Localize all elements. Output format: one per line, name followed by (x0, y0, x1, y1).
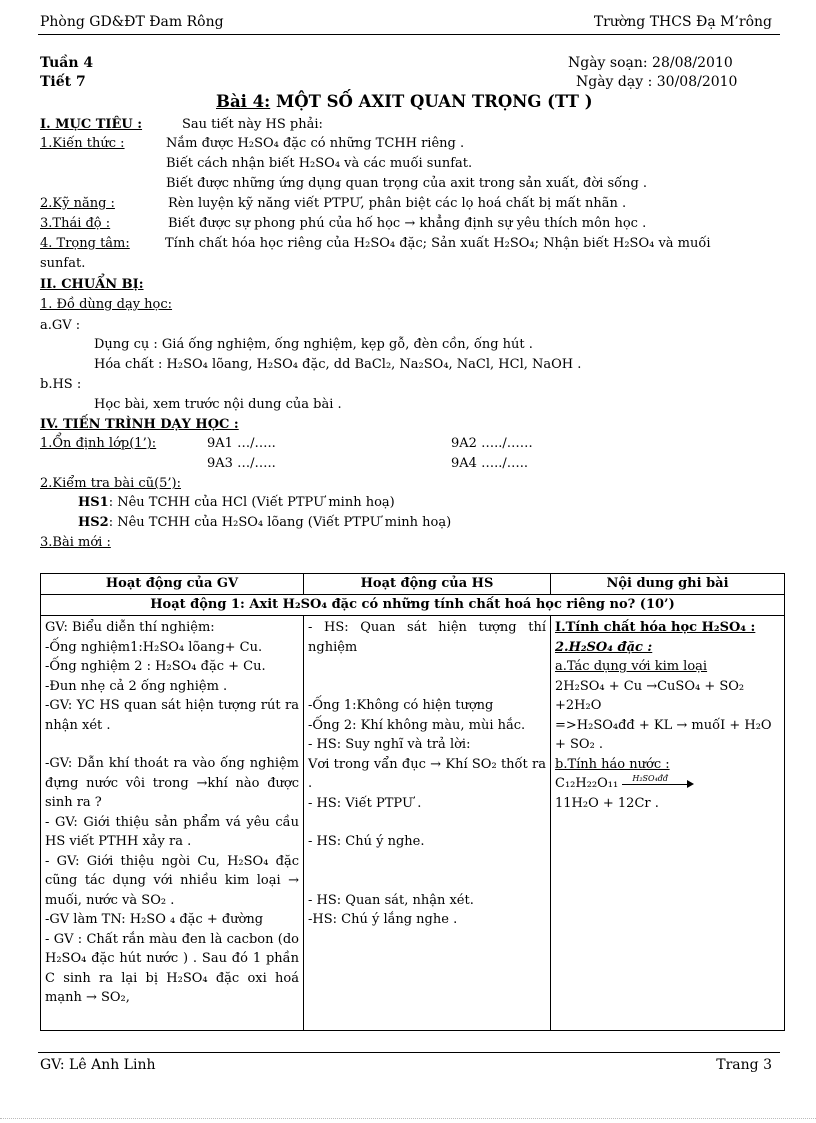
footer-teacher: GV: Lê Anh Linh (40, 1057, 156, 1073)
hs-line: - HS: Suy nghĩ và trả lời: (308, 737, 471, 752)
content-cell (551, 616, 785, 1031)
content-sub-b: b.Tính háo nước : (555, 756, 670, 772)
knowledge-3: Biết được những ứng dụng quan trọng của axit trong sản xuất, đời sống . (166, 176, 648, 191)
content-equation-3-product: 11H₂O + 12Cr . (555, 795, 659, 811)
hs-spacer (308, 657, 546, 696)
lesson-number: Bài 4: (216, 92, 271, 111)
hs-cell (304, 616, 551, 1031)
class-9a4: 9A4 …../….. (451, 456, 528, 471)
new-lesson-label: 3.Bài mới : (40, 535, 111, 550)
activity-title: Hoạt động 1: Axit H₂SO₄ đặc có những tính chất hoá học riêng no? (10’) (41, 595, 785, 616)
student-prep-text: Học bài, xem trước nội dung của bài . (94, 397, 342, 412)
focus-text-cont: sunfat. (40, 256, 86, 271)
hs-spacer (308, 852, 546, 891)
arrow-head-icon (687, 780, 694, 788)
content-sub-a: a.Tác dụng với kim loại (555, 659, 708, 674)
arrow-shaft (622, 784, 688, 785)
reaction-condition: H₂SO₄đđ (632, 773, 669, 783)
header-gv: Hoạt động của GV (41, 574, 304, 595)
hs-line: -Ống 2: Khí không màu, mùi hắc. (308, 717, 526, 733)
hs-line: - HS: Quan sát hiện tượng thí nghiệm (308, 620, 546, 655)
gv-line: -GV làm TN: H₂SO ₄ đặc + đường (45, 912, 264, 927)
hs-line: - HS: Chú ý nghe. (308, 834, 425, 849)
hs-spacer (308, 813, 546, 832)
content-equation-3 (555, 774, 780, 794)
header-content: Nội dung ghi bài (551, 574, 785, 595)
gv-line: -GV: Dẫn khí thoát ra vào ống nghiệm đựng nước vôi trong →khí nào được sinh ra ? (45, 756, 299, 810)
focus-text: Tính chất hóa học riêng của H₂SO₄ đặc; Sản xuất H₂SO₄; Nhận biết H₂SO₄ và muối (165, 236, 711, 251)
student-label: b.HS : (40, 377, 82, 392)
hs-line: Vơi trong vẩn đục → Khí SO₂ thốt ra . (308, 756, 546, 791)
gv-line: - GV: Giới thiệu sản phẩm vá yêu cầu HS viết PTHH xảy ra . (45, 814, 299, 849)
teach-date: Ngày dạy : 30/08/2010 (576, 74, 738, 90)
teacher-label: a.GV : (40, 318, 81, 333)
content-row (41, 616, 785, 1031)
class-9a1: 9A1 …/….. (207, 436, 276, 451)
section-process-heading: IV. TIẾN TRÌNH DẠY HỌC : (40, 417, 239, 432)
hs1-label: HS1 (78, 495, 109, 510)
gv-cell (41, 616, 304, 1031)
skill-text: Rèn luyện kỹ năng viết PTPƯ, phân biệt các lọ hoá chất bị mất nhãn . (168, 196, 627, 211)
equation-3-reactant: C₁₂H₂₂O₁₁ (555, 776, 619, 791)
reaction-arrow (622, 773, 694, 791)
hs-line: -Ống 1:Không có hiện tượng (308, 698, 494, 713)
gv-line: - GV: Giới thiệu ngòi Cu, H₂SO₄ đặc cũng tác dụng với nhiều kim loại → muối, nước và SO₂ . (45, 853, 299, 908)
skill-label: 2.Kỹ năng : (40, 196, 115, 211)
attitude-label: 3.Thái độ : (40, 216, 111, 231)
activity-table (40, 573, 785, 1031)
hs2-text: : Nêu TCHH của H₂SO₄ lõang (Viết PTPƯ minh hoạ) (108, 515, 452, 530)
footer-page-number: Trang 3 (716, 1057, 772, 1073)
gv-line: GV: Biểu diễn thí nghiệm: (45, 620, 215, 635)
knowledge-label: 1.Kiến thức : (40, 136, 125, 151)
gv-spacer (45, 735, 299, 754)
content-equation-1: 2H₂SO₄ + Cu →CuSO₄ + SO₂ +2H₂O (555, 678, 745, 713)
teaching-aids-label: 1. Đồ dùng dạy học: (40, 297, 173, 312)
header-school-name: Trường THCS Đạ M’rông (593, 14, 772, 30)
gv-line: - GV : Chất rắn màu đen là cacbon (do H₂SO₄ đặc hút nước ) . Sau đó 1 phần C sinh ra lại bị H₂SO₄ đặc oxi hoá mạnh → SO₂, (45, 931, 299, 1005)
class-9a2: 9A2 …../…… (451, 436, 533, 451)
attitude-text: Biết được sự phong phú của hố học → khẳng định sự yêu thích môn học . (168, 216, 647, 231)
gv-line: -Ống nghiệm1:H₂SO₄ lõang+ Cu. (45, 639, 263, 655)
content-heading-2: 2.H₂SO₄ đặc : (555, 639, 653, 655)
section-objectives-heading: I. MỤC TIÊU : (40, 117, 143, 132)
hs2-label: HS2 (78, 515, 109, 530)
period-label: Tiết 7 (40, 74, 86, 90)
lesson-name: MỘT SỐ AXIT QUAN TRỌNG (TT ) (270, 92, 593, 111)
objectives-intro: Sau tiết này HS phải: (182, 117, 323, 132)
gv-line: -Ống nghiệm 2 : H₂SO₄ đặc + Cu. (45, 659, 266, 674)
tools-text: Dụng cụ : Giá ống nghiệm, ống nghiệm, kẹp gỗ, đèn cồn, ống hút . (94, 337, 533, 352)
content-heading-1: I.Tính chất hóa học H₂SO₄ : (555, 620, 756, 635)
footer-rule (38, 1052, 780, 1053)
lesson-title (216, 92, 593, 111)
hs1-question (78, 495, 395, 510)
knowledge-2: Biết cách nhận biết H₂SO₄ và các muối sunfat. (166, 156, 473, 171)
hs1-text: : Nêu TCHH của HCl (Viết PTPƯ minh hoạ) (108, 495, 395, 510)
week-label: Tuần 4 (40, 55, 94, 71)
hs-line: - HS: Viết PTPƯ . (308, 795, 422, 811)
page-edge-dotted-line (0, 1118, 816, 1119)
gv-line: -GV: YC HS quan sát hiện tượng rút ra nhận xét . (45, 698, 299, 733)
prep-date: Ngày soạn: 28/08/2010 (568, 55, 733, 71)
activity-row (41, 595, 785, 616)
check-old-lesson-label: 2.Kiểm tra bài cũ(5’): (40, 476, 181, 491)
header-hs: Hoạt động của HS (304, 574, 551, 595)
stabilize-label: 1.Ổn định lớp(1’): (40, 436, 157, 451)
hs2-question (78, 515, 451, 530)
knowledge-1: Nắm được H₂SO₄ đặc có những TCHH riêng . (166, 136, 465, 151)
header-rule (38, 34, 780, 35)
focus-label: 4. Trọng tâm: (40, 236, 130, 251)
gv-line: -Đun nhẹ cả 2 ống nghiệm . (45, 678, 228, 694)
content-equation-2: =>H₂SO₄đđ + KL → muốI + H₂O + SO₂ . (555, 717, 772, 752)
hs-line: -HS: Chú ý lắng nghe . (308, 912, 458, 927)
class-9a3: 9A3 …/….. (207, 456, 276, 471)
chemicals-text: Hóa chất : H₂SO₄ lõang, H₂SO₄ đặc, dd BaCl₂, Na₂SO₄, NaCl, HCl, NaOH . (94, 357, 582, 372)
table-header-row (41, 574, 785, 595)
hs-line: - HS: Quan sát, nhận xét. (308, 892, 474, 908)
header-school-office: Phòng GD&ĐT Đam Rông (40, 14, 224, 30)
section-prep-heading: II. CHUẨN BỊ: (40, 277, 144, 292)
